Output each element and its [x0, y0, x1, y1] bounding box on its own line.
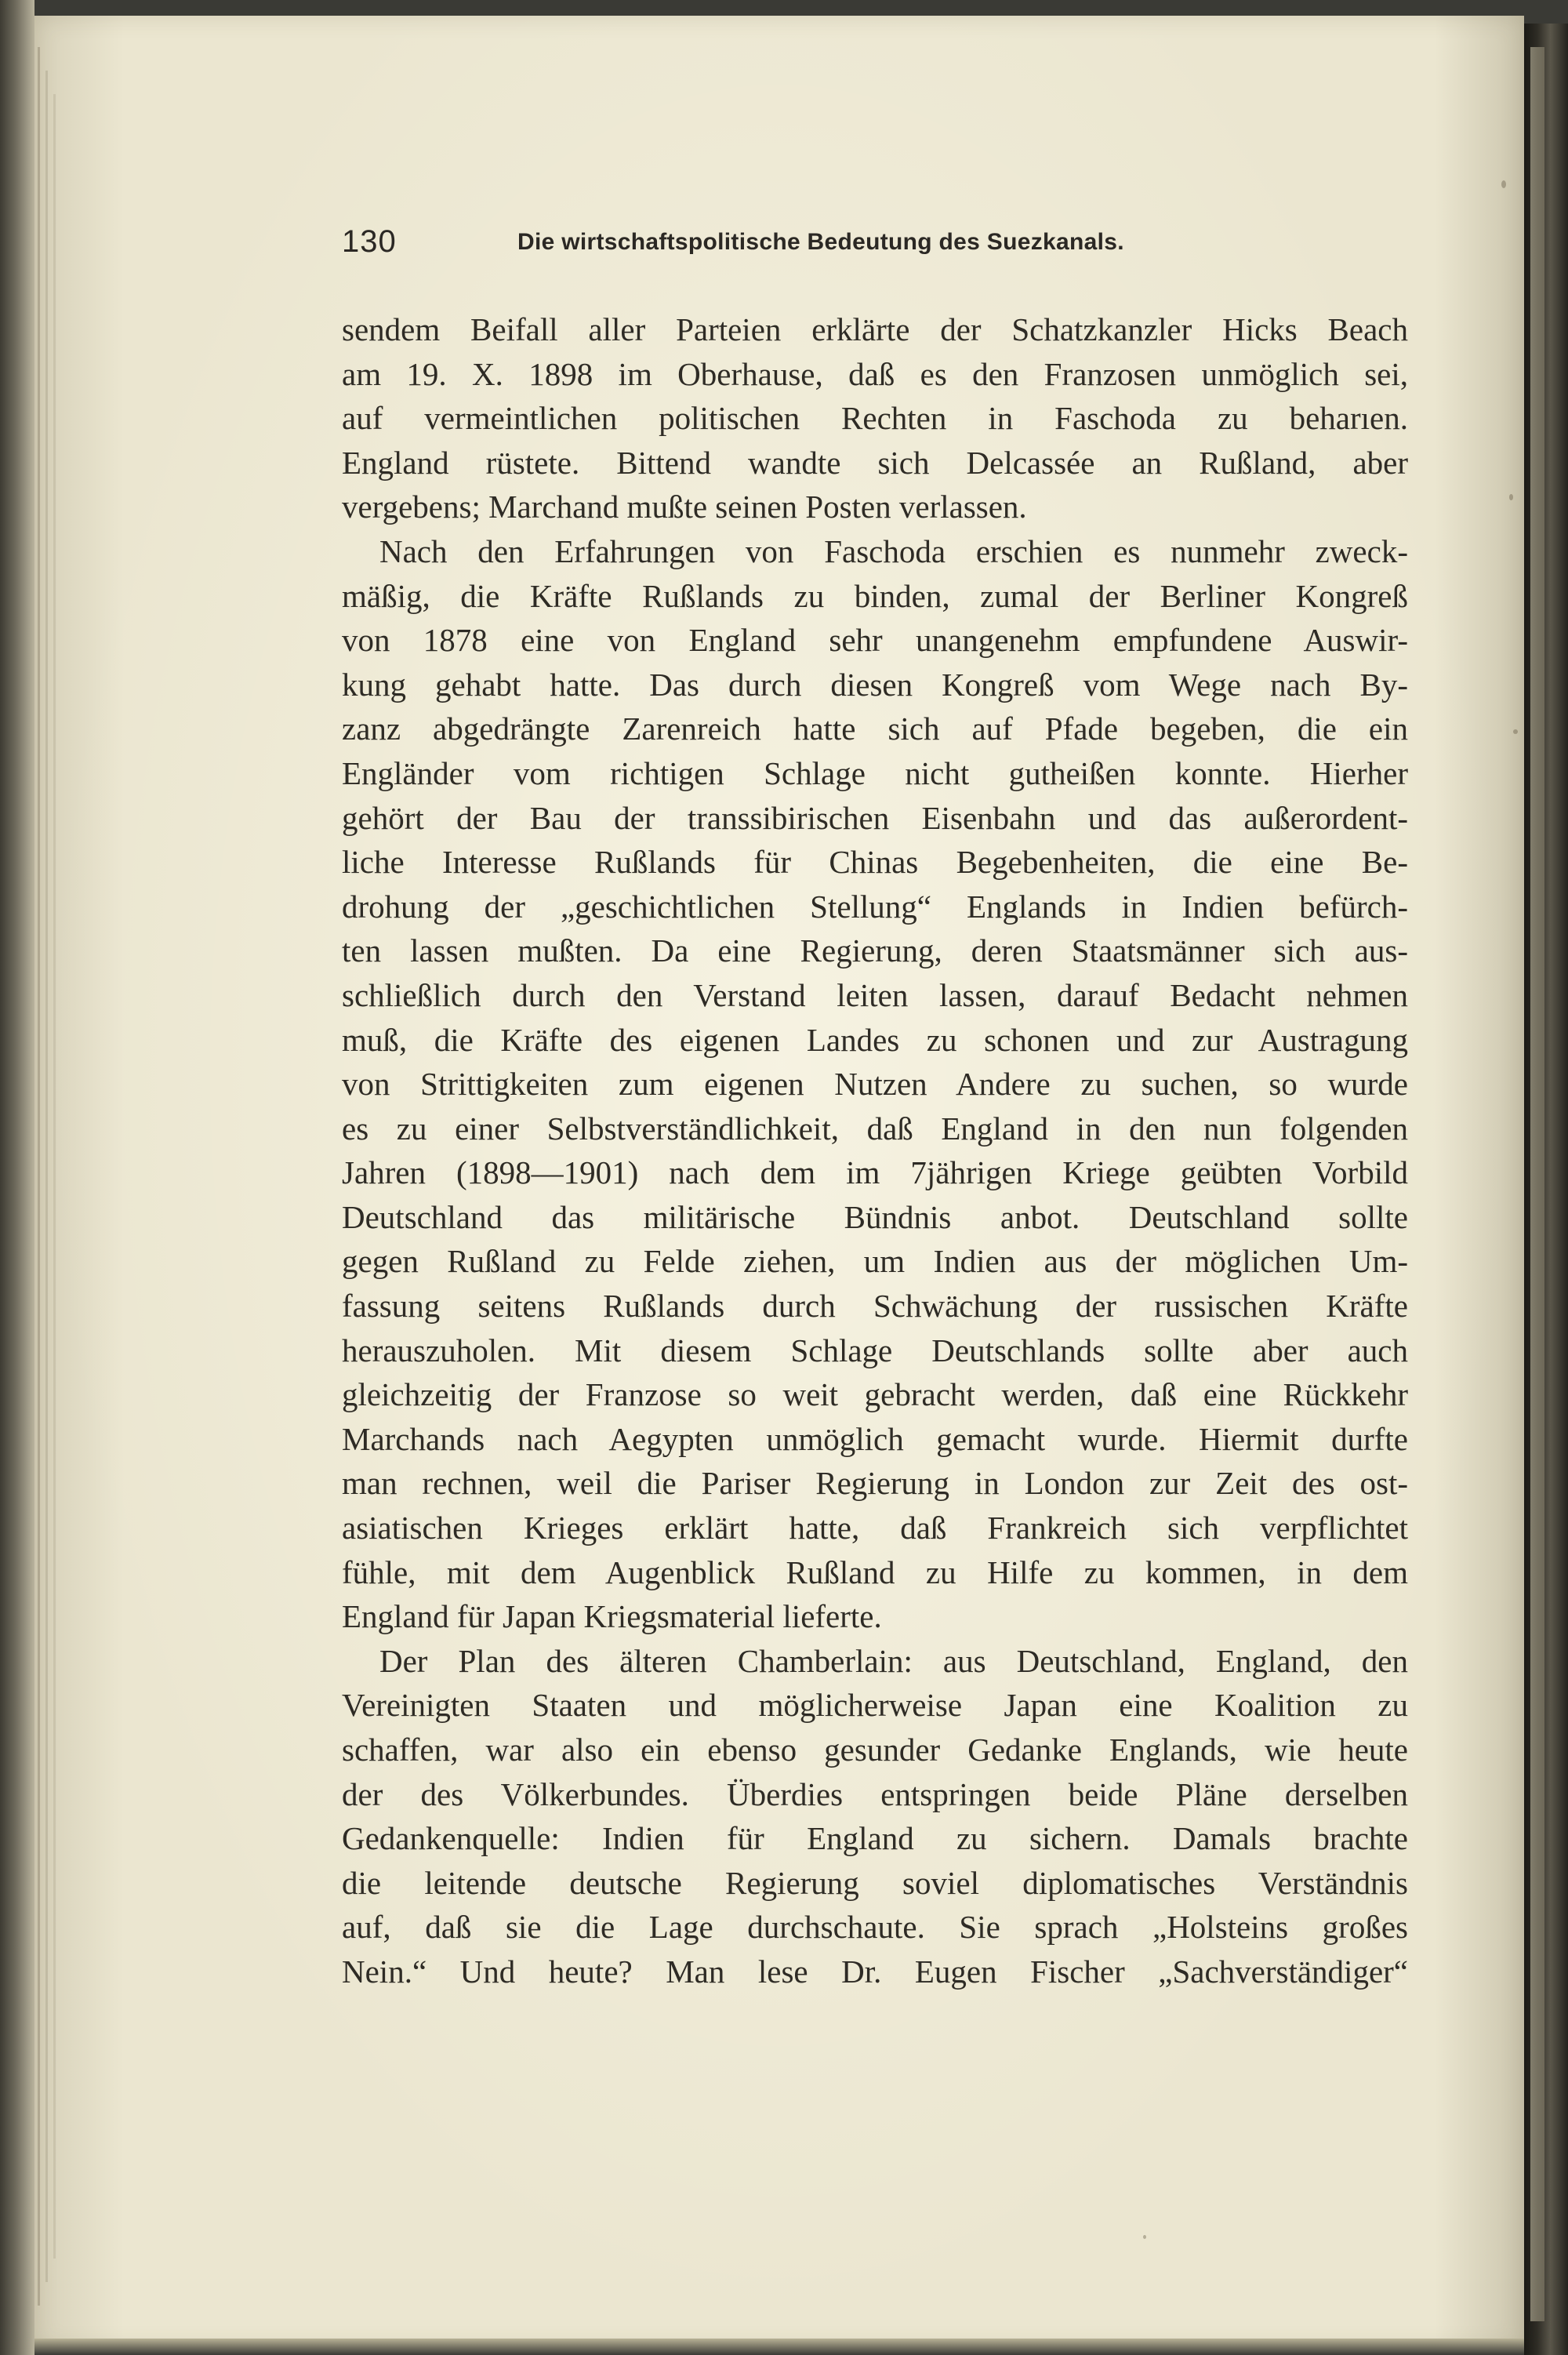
text-line: fassung seitens Rußlands durch Schwächung der russischen Kräfte: [342, 1288, 1408, 1325]
running-head: [342, 224, 1408, 265]
text-line: England für Japan Kriegsmaterial lieferte.: [342, 1598, 882, 1635]
text-line: vergebens; Marchand mußte seinen Posten verlassen.: [342, 489, 1027, 525]
book-bottom-edge: [34, 2339, 1524, 2355]
text-line: man rechnen, weil die Pariser Regierung in London zur Zeit des ost-: [342, 1465, 1408, 1502]
text-line: mäßig, die Kräfte Rußlands zu binden, zumal der Berliner Kongreß: [342, 577, 1408, 614]
page-number: 130: [342, 224, 397, 259]
text-line: muß, die Kräfte des eigenen Landes zu schonen und zur Austragung: [342, 1021, 1408, 1058]
text-line: schaffen, war also ein ebenso gesunder Gedanke Englands, wie heute: [342, 1732, 1408, 1768]
text-line: Engländer vom richtigen Schlage nicht gutheißen konnte. Hierher: [342, 754, 1408, 791]
text-line: zanz abgedrängte Zarenreich hatte sich auf Pfade begeben, die ein: [342, 710, 1408, 747]
text-line: Marchands nach Aegypten unmöglich gemacht wurde. Hiermit durfte: [342, 1420, 1408, 1457]
text-line: Der Plan des älteren Chamberlain: aus Deutschland, England, den: [379, 1642, 1408, 1679]
page-leaf-edge: [38, 47, 40, 2306]
book-left-edge: [0, 0, 34, 2355]
text-line: gehört der Bau der transsibirischen Eisenbahn und das außerordent-: [342, 799, 1408, 836]
text-line: Gedankenquelle: Indien für England zu sichern. Damals brachte: [342, 1820, 1408, 1857]
text-line: fühle, mit dem Augenblick Rußland zu Hilfe zu kommen, in dem: [342, 1554, 1408, 1590]
page-text-block: [342, 224, 1408, 1994]
text-line: Jahren (1898—1901) nach dem im 7jährigen Kriege geübten Vorbild: [342, 1154, 1408, 1191]
text-line: auf, daß sie die Lage durchschaute. Sie sprach „Holsteins großes: [342, 1909, 1408, 1946]
running-title: Die wirtschaftspolitische Bedeutung des Suezkanals.: [517, 229, 1124, 255]
text-line: am 19. X. 1898 im Oberhause, daß es den Franzosen unmöglich sei,: [342, 355, 1408, 392]
text-line: liche Interesse Rußlands für Chinas Begebenheiten, die eine Be-: [342, 844, 1408, 881]
text-line: es zu einer Selbstverständlichkeit, daß England in den nun folgenden: [342, 1110, 1408, 1147]
body-text: [342, 307, 1408, 1994]
text-line: auf vermeintlichen politischen Rechten in Faschoda zu beharıen.: [342, 400, 1408, 437]
text-line: Nach den Erfahrungen von Faschoda erschien es nunmehr zweck-: [379, 532, 1408, 569]
paper-speck: [1501, 180, 1506, 188]
text-line: Deutschland das militärische Bündnis anbot. Deutschland sollte: [342, 1198, 1408, 1235]
text-line: kung gehabt hatte. Das durch diesen Kongreß vom Wege nach By-: [342, 666, 1408, 703]
text-line: gegen Rußland zu Felde ziehen, um Indien aus der möglichen Um-: [342, 1243, 1408, 1280]
text-line: von 1878 eine von England sehr unangenehm empfundene Auswir-: [342, 622, 1408, 659]
paper-speck: [1513, 729, 1518, 734]
paragraph: [342, 529, 1408, 1639]
page-leaf-edge: [45, 71, 48, 2282]
text-line: drohung der „geschichtlichen Stellung“ Englands in Indien befürch-: [342, 888, 1408, 925]
text-line: der des Völkerbundes. Überdies entspringen beide Pläne derselben: [342, 1775, 1408, 1812]
text-line: Nein.“ Und heute? Man lese Dr. Eugen Fischer „Sachverständiger“: [342, 1953, 1408, 1990]
text-line: sendem Beifall aller Parteien erklärte der Schatzkanzler Hicks Beach: [342, 311, 1408, 347]
text-line: von Strittigkeiten zum eigenen Nutzen Andere zu suchen, so wurde: [342, 1066, 1408, 1103]
text-line: Vereinigten Staaten und möglicherweise Japan eine Koalition zu: [342, 1687, 1408, 1724]
text-line: ten lassen mußten. Da eine Regierung, deren Staatsmänner sich aus-: [342, 932, 1408, 969]
text-line: herauszuholen. Mit diesem Schlage Deutschlands sollte aber auch: [342, 1332, 1408, 1368]
paragraph: [342, 1639, 1408, 1994]
text-line: England rüstete. Bittend wandte sich Delcassée an Rußland, aber: [342, 444, 1408, 481]
paper-speck: [1509, 494, 1513, 500]
text-line: schließlich durch den Verstand leiten lassen, darauf Bedacht nehmen: [342, 976, 1408, 1013]
text-line: die leitende deutsche Regierung soviel diplomatisches Verständnis: [342, 1864, 1408, 1901]
text-line: asiatischen Krieges erklärt hatte, daß Frankreich sich verpflichtet: [342, 1510, 1408, 1546]
next-page-edge: [1530, 47, 1544, 2321]
paragraph: [342, 307, 1408, 529]
page-leaf-edge: [53, 94, 56, 2259]
paper-speck: [1143, 2235, 1146, 2239]
text-line: gleichzeitig der Franzose so weit gebracht werden, daß eine Rückkehr: [342, 1376, 1408, 1413]
